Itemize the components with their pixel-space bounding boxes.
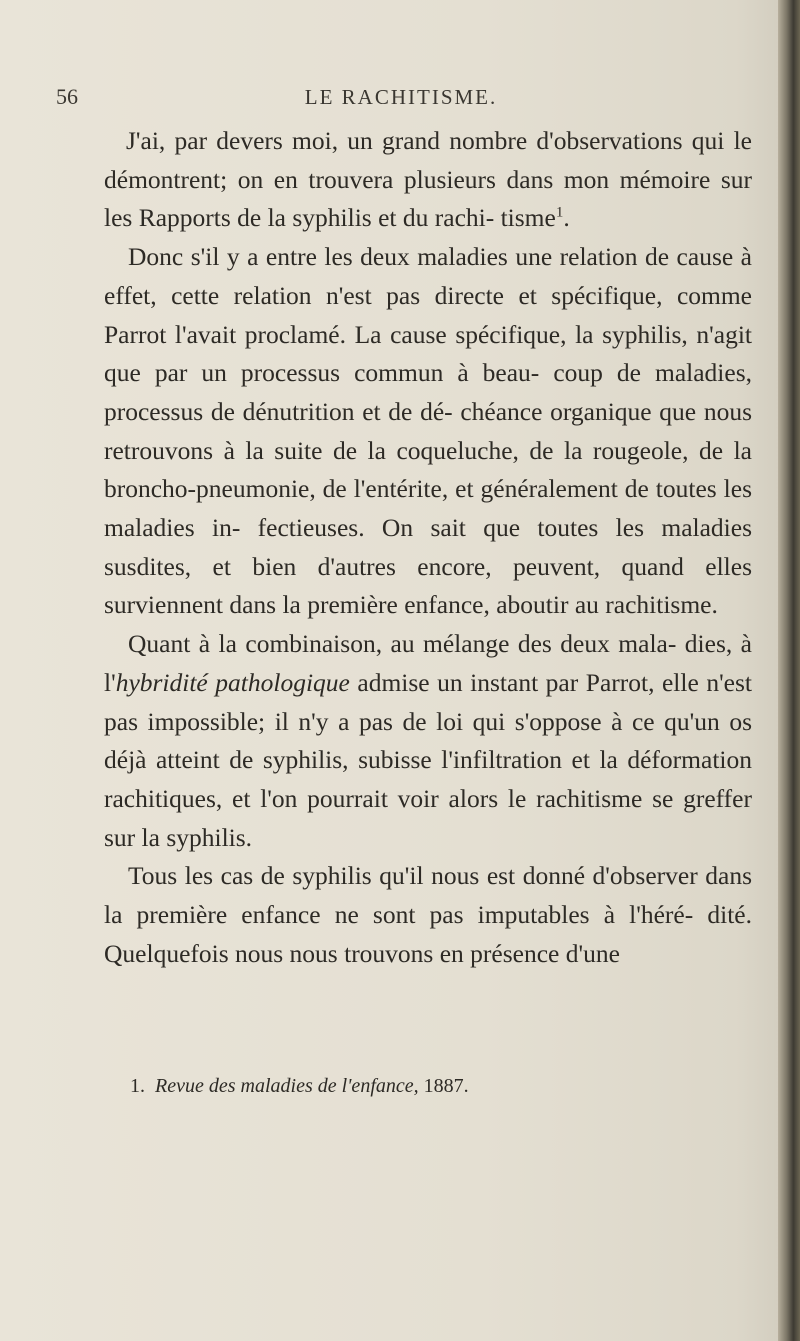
footnote-marker: 1 bbox=[555, 204, 564, 221]
paragraph-3 bbox=[104, 625, 752, 857]
book-spine-shadow bbox=[778, 0, 800, 1341]
running-title: LE RACHITISME. bbox=[304, 85, 498, 109]
paragraph-1 bbox=[104, 122, 752, 238]
page-header bbox=[56, 80, 746, 114]
body-text bbox=[104, 122, 752, 973]
paragraph-4: Tous les cas de syphilis qu'il nous est donné d'observer dans la première enfance ne sont pas imputables à l'héré- dité. Quelquefois nous nous trouvons en présence d'une bbox=[104, 861, 752, 968]
footnote bbox=[130, 1072, 730, 1100]
footnote-ref: 1. bbox=[130, 1075, 145, 1097]
paragraph-1-text: J'ai, par devers moi, un grand nombre d'observations qui le démontrent; on en trouvera plusieurs dans mon mémoire sur les Rapports de la syphilis et du rachi- tisme bbox=[104, 126, 752, 233]
paragraph-3-after: admise un instant par Parrot, elle n'est pas impossible; il n'y a pas de loi qui s'oppose à ce qu'un os déjà atteint de syphilis, subisse l'infiltration et la déformation rachitiques, et l'on pourrait voir alors le rachitisme se greffer sur la syphilis. bbox=[104, 667, 752, 852]
paragraph-2: Donc s'il y a entre les deux maladies une relation de cause à effet, cette relation n'est pas directe et spécifique, comme Parrot l'avait proclamé. La cause spécifique, la syphilis, n'agit que par un processus commun à beau- coup de maladies, processus de dénutrition et de dé- chéance organique que nous retrouvons à la suite de la coqueluche, de la rougeole, de la broncho-pneumonie, de l'entérite, et généralement de toutes les maladies in- fectieuses. On sait que toutes les maladies susdites, et bien d'autres encore, peuvent, quand elles surviennent dans la première enfance, aboutir au rachitisme. bbox=[104, 242, 752, 620]
footnote-source: Revue des maladies de l'enfance, bbox=[155, 1075, 419, 1097]
footnote-year: 1887. bbox=[423, 1075, 469, 1097]
paragraph-3-italic: hybridité pathologique bbox=[115, 667, 350, 697]
paragraph-1-end: . bbox=[563, 203, 570, 233]
page-number: 56 bbox=[56, 84, 78, 109]
paragraph-3-before: Quant à la combinaison, au mélange des deux mala- dies, à l' bbox=[104, 629, 752, 697]
